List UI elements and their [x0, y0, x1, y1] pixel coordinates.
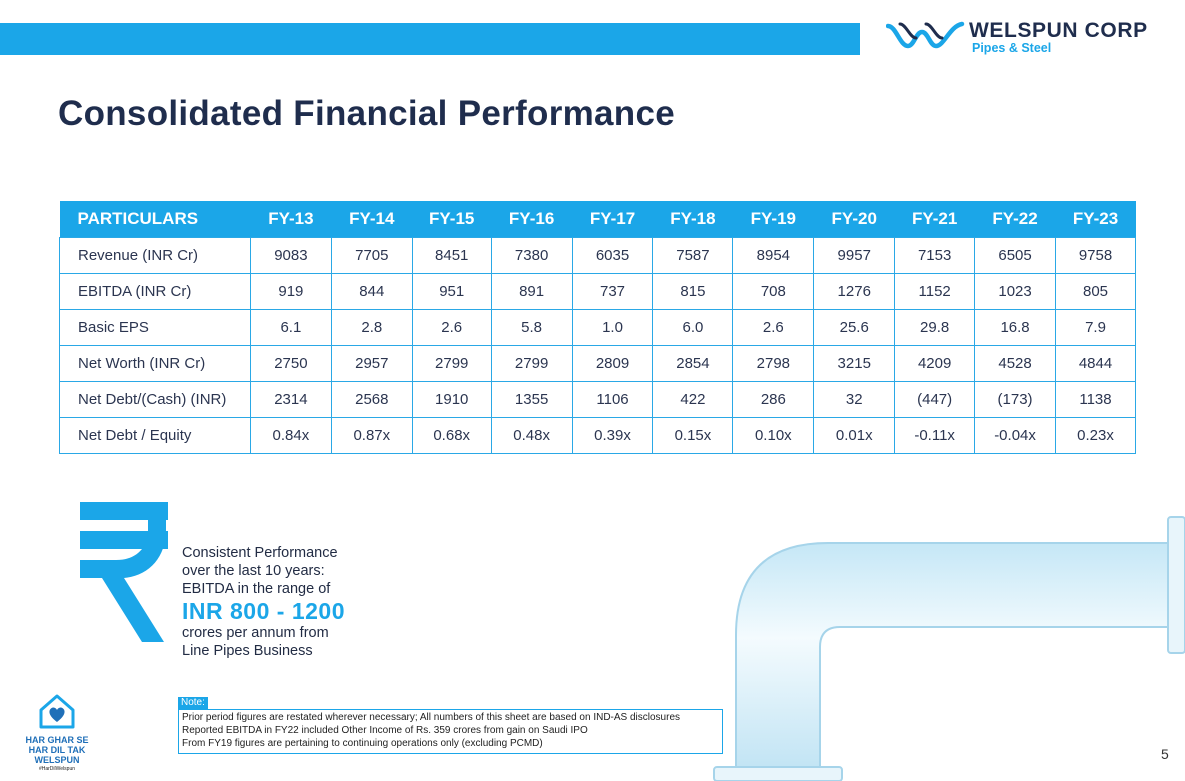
- badge-line: HAR DIL TAK: [28, 745, 86, 755]
- table-cell: 1276: [814, 273, 895, 309]
- table-row: [60, 237, 1136, 273]
- table-cell: 737: [572, 273, 653, 309]
- table-cell: 1910: [412, 381, 491, 417]
- row-label: Revenue (INR Cr): [60, 237, 251, 273]
- column-header: FY-23: [1056, 201, 1136, 237]
- table-cell: 8451: [412, 237, 491, 273]
- rupee-icon: [78, 502, 170, 644]
- table-cell: 2.8: [331, 309, 412, 345]
- table-cell: 0.84x: [250, 417, 331, 453]
- table-cell: 2799: [491, 345, 572, 381]
- table-cell: 2799: [412, 345, 491, 381]
- row-label: Net Worth (INR Cr): [60, 345, 251, 381]
- table-cell: 891: [491, 273, 572, 309]
- table-cell: 5.8: [491, 309, 572, 345]
- table-cell: 25.6: [814, 309, 895, 345]
- table-cell: 919: [250, 273, 331, 309]
- table-cell: 9758: [1056, 237, 1136, 273]
- page-number: 5: [1161, 746, 1169, 762]
- table-cell: 0.01x: [814, 417, 895, 453]
- table-cell: 1138: [1056, 381, 1136, 417]
- column-header: FY-13: [250, 201, 331, 237]
- note-line: Reported EBITDA in FY22 included Other Income of Rs. 359 crores from gain on Saudi IPO: [182, 725, 588, 736]
- table-cell: 0.48x: [491, 417, 572, 453]
- column-header: FY-18: [653, 201, 733, 237]
- table-row: [60, 381, 1136, 417]
- table-cell: 6.0: [653, 309, 733, 345]
- table-cell: 6505: [975, 237, 1056, 273]
- brand-name: WELSPUN CORP: [969, 19, 1148, 42]
- table-cell: 1106: [572, 381, 653, 417]
- table-cell: 2854: [653, 345, 733, 381]
- table-cell: 32: [814, 381, 895, 417]
- note-line: From FY19 figures are pertaining to continuing operations only (excluding PCMD): [182, 738, 543, 749]
- note-box: [178, 709, 723, 754]
- financial-table: [59, 201, 1136, 454]
- table-cell: 2798: [733, 345, 814, 381]
- table-cell: 4209: [895, 345, 975, 381]
- column-header: FY-20: [814, 201, 895, 237]
- callout-line: over the last 10 years:: [182, 563, 325, 579]
- table-cell: 6035: [572, 237, 653, 273]
- table-cell: 422: [653, 381, 733, 417]
- row-label: Net Debt/(Cash) (INR): [60, 381, 251, 417]
- table-cell: 0.39x: [572, 417, 653, 453]
- table-cell: 9957: [814, 237, 895, 273]
- note-label: Note:: [178, 697, 208, 709]
- welspun-wave-icon: [886, 20, 966, 52]
- table-cell: 6.1: [250, 309, 331, 345]
- table-cell: 7587: [653, 237, 733, 273]
- ebitda-callout: [182, 544, 345, 660]
- table-cell: 3215: [814, 345, 895, 381]
- table-cell: 0.23x: [1056, 417, 1136, 453]
- table-cell: 0.68x: [412, 417, 491, 453]
- table-cell: 1.0: [572, 309, 653, 345]
- table-cell: 2809: [572, 345, 653, 381]
- page-title: Consolidated Financial Performance: [58, 94, 676, 133]
- pipe-illustration: [700, 505, 1185, 781]
- table-cell: 4844: [1056, 345, 1136, 381]
- table-cell: 2314: [250, 381, 331, 417]
- row-label: EBITDA (INR Cr): [60, 273, 251, 309]
- table-cell: 2.6: [412, 309, 491, 345]
- header-accent-bar: [0, 23, 860, 55]
- house-heart-icon: [37, 692, 77, 730]
- table-cell: 844: [331, 273, 412, 309]
- column-header: FY-21: [895, 201, 975, 237]
- table-row: [60, 417, 1136, 453]
- welspun-logo: [886, 18, 1176, 62]
- table-cell: 805: [1056, 273, 1136, 309]
- table-cell: 7380: [491, 237, 572, 273]
- table-row: [60, 273, 1136, 309]
- table-cell: 2957: [331, 345, 412, 381]
- column-header: FY-14: [331, 201, 412, 237]
- callout-line: crores per annum from: [182, 625, 329, 641]
- table-cell: 1152: [895, 273, 975, 309]
- table-cell: 16.8: [975, 309, 1056, 345]
- table-cell: 9083: [250, 237, 331, 273]
- table-cell: (447): [895, 381, 975, 417]
- table-cell: -0.11x: [895, 417, 975, 453]
- table-cell: 708: [733, 273, 814, 309]
- callout-line: Consistent Performance: [182, 545, 338, 561]
- table-cell: 2568: [331, 381, 412, 417]
- table-cell: 0.87x: [331, 417, 412, 453]
- table-cell: 8954: [733, 237, 814, 273]
- row-label: Net Debt / Equity: [60, 417, 251, 453]
- table-cell: 1355: [491, 381, 572, 417]
- table-cell: -0.04x: [975, 417, 1056, 453]
- table-header-row: [60, 201, 1136, 237]
- table-cell: 2750: [250, 345, 331, 381]
- callout-line: Line Pipes Business: [182, 643, 313, 659]
- table-row: [60, 309, 1136, 345]
- table-cell: 29.8: [895, 309, 975, 345]
- table-cell: 286: [733, 381, 814, 417]
- column-header: FY-22: [975, 201, 1056, 237]
- table-cell: 815: [653, 273, 733, 309]
- column-header: PARTICULARS: [60, 201, 251, 237]
- table-cell: 0.15x: [653, 417, 733, 453]
- column-header: FY-19: [733, 201, 814, 237]
- row-label: Basic EPS: [60, 309, 251, 345]
- column-header: FY-15: [412, 201, 491, 237]
- table-cell: 2.6: [733, 309, 814, 345]
- callout-line: EBITDA in the range of: [182, 581, 331, 597]
- table-cell: (173): [975, 381, 1056, 417]
- callout-highlight: INR 800 - 1200: [182, 598, 345, 624]
- brand-subtitle: Pipes & Steel: [972, 41, 1052, 55]
- badge-line: WELSPUN: [34, 755, 80, 765]
- badge-hashtag: #HarDilWelspun: [38, 766, 76, 772]
- table-cell: 7705: [331, 237, 412, 273]
- table-cell: 7153: [895, 237, 975, 273]
- table-cell: 0.10x: [733, 417, 814, 453]
- brand-campaign-badge: [20, 692, 94, 772]
- column-header: FY-16: [491, 201, 572, 237]
- note-line: Prior period figures are restated wherever necessary; All numbers of this sheet are based on IND-AS disclosures: [182, 712, 681, 723]
- table-cell: 7.9: [1056, 309, 1136, 345]
- table-row: [60, 345, 1136, 381]
- table-cell: 951: [412, 273, 491, 309]
- badge-line: HAR GHAR SE: [25, 735, 89, 745]
- table-cell: 4528: [975, 345, 1056, 381]
- table-cell: 1023: [975, 273, 1056, 309]
- column-header: FY-17: [572, 201, 653, 237]
